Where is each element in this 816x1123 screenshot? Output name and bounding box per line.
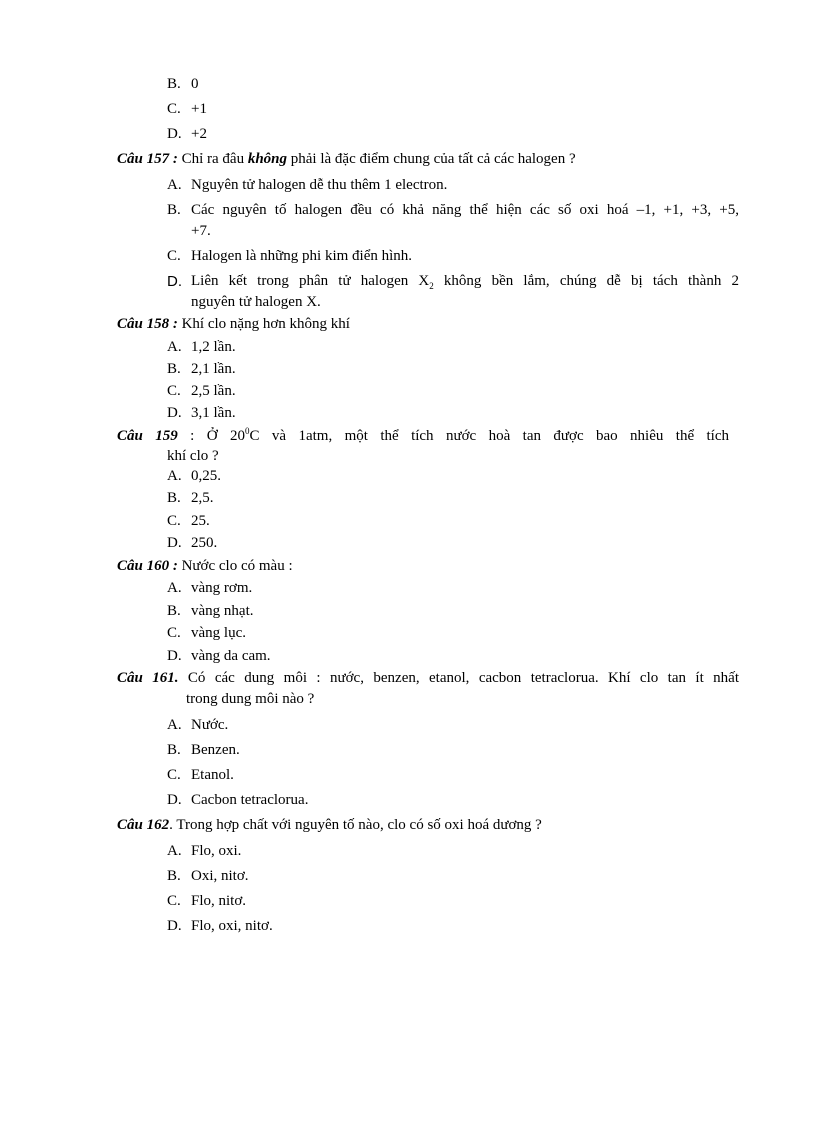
question-text: Có các dung môi : nước, benzen, etanol, cacbon tetraclorua. Khí clo tan ít nhất [178,670,739,686]
option-letter: C. [167,767,181,783]
option-text: vàng rơm. [191,580,253,596]
question-label: Câu 157 : [117,151,178,167]
question-text: . Trong hợp chất với nguyên tố nào, clo có số oxi hoá dương ? [169,817,542,833]
question-158 [117,314,739,335]
q157-option-a [167,175,739,196]
question-label: Câu 161. [117,670,179,686]
question-text: Chỉ ra đâu [177,151,248,167]
option-letter: D. [167,792,182,808]
option-letter: C. [167,625,181,641]
option-letter: D. [167,405,182,421]
question-160 [117,556,739,577]
option-text: 1,2 lần. [191,339,236,355]
q162-option-d [167,916,739,937]
q158-option-b [167,359,739,380]
question-text-continued: khí clo ? [167,448,219,464]
option-letter: B. [167,868,181,884]
question-162 [117,815,739,836]
option-text: +1 [191,101,207,117]
option-letter: A. [167,468,182,484]
q157-option-b [167,200,739,242]
question-line [117,426,729,447]
option-letter: A. [167,717,182,733]
q162-option-b [167,866,739,887]
option-letter: C. [167,383,181,399]
option-text-continued: +7. [191,223,211,239]
q159-option-a [167,466,739,487]
option-text: 2,5 lần. [191,383,236,399]
question-157 [117,149,739,170]
question-text: Khí clo nặng hơn không khí [177,316,350,332]
option-text-part: Liên kết trong phân tử halogen X [191,273,430,289]
q162-option-c [167,891,739,912]
question-label: Câu 160 : [117,558,178,574]
option-text: vàng nhạt. [191,603,254,619]
question-text: : Ở 20 [177,428,245,444]
question-emphasis: không [247,151,288,167]
q161-option-d [167,790,739,811]
q159-option-b [167,488,739,509]
q161-option-c [167,765,739,786]
superscript: 0 [244,426,250,436]
question-text-continued: trong dung môi nào ? [186,691,315,707]
option-letter: A. [167,177,182,193]
option-letter: C. [167,101,181,117]
option-letter: C. [167,893,181,909]
option-text: Flo, oxi, nitơ. [191,918,273,934]
option-letter: B. [167,202,181,218]
option-letter: D. [167,918,182,934]
question-line [117,668,739,689]
q158-option-d [167,403,739,424]
question-text: phải là đặc điểm chung của tất cả các halogen ? [287,151,576,167]
prev-option-c [167,99,739,120]
option-text: vàng lục. [191,625,246,641]
option-text: +2 [191,126,207,142]
option-letter: D. [167,126,182,142]
option-text: Cacbon tetraclorua. [191,792,309,808]
option-text: 2,5. [191,490,214,506]
q160-option-b [167,601,739,622]
option-letter: C. [167,513,181,529]
option-text-part: không bền lắm, chúng dễ bị tách thành 2 [433,273,739,289]
option-text: Etanol. [191,767,234,783]
option-text: Nước. [191,717,229,733]
prev-option-b [167,74,739,95]
option-letter: D. [167,535,182,551]
option-letter: A. [167,339,182,355]
q161-option-b [167,740,739,761]
option-letter: C. [167,248,181,264]
question-text: Nước clo có màu : [177,558,293,574]
option-text: 2,1 lần. [191,361,236,377]
q161-option-a [167,715,739,736]
question-label: Câu 158 : [117,316,178,332]
option-text: 25. [191,513,210,529]
option-letter: B. [167,361,181,377]
question-159 [117,426,729,465]
prev-option-d [167,124,739,145]
option-text [191,271,739,292]
question-label: Câu 162 [117,817,170,833]
option-text: Benzen. [191,742,240,758]
option-letter: B. [167,603,181,619]
question-label: Câu 159 [117,428,178,444]
q157-option-d [167,271,739,313]
option-letter: B. [167,490,181,506]
option-letter: A. [167,843,182,859]
option-text: 0,25. [191,468,221,484]
option-text: 250. [191,535,218,551]
q160-option-d [167,646,739,667]
question-text: C và 1atm, một thể tích nước hoà tan được bao nhiêu thể tích [249,428,730,444]
option-text: Các nguyên tố halogen đều có khả năng thể hiện các số oxi hoá –1, +1, +3, +5, [191,202,739,218]
option-text: Flo, nitơ. [191,893,247,909]
q162-option-a [167,841,739,862]
option-text: Halogen là những phi kim điển hình. [191,248,413,264]
option-letter: B. [167,76,181,92]
option-text: Oxi, nitơ. [191,868,249,884]
option-text: Nguyên tử halogen dễ thu thêm 1 electron. [191,177,448,193]
q158-option-c [167,381,739,402]
q160-option-c [167,623,739,644]
option-letter: D. [167,273,182,290]
q160-option-a [167,578,739,599]
q158-option-a [167,337,739,358]
q159-option-d [167,533,739,554]
subscript: 2 [429,281,434,291]
option-letter: A. [167,580,182,596]
option-text-continued: nguyên tử halogen X. [191,294,321,310]
option-text: 3,1 lần. [191,405,236,421]
option-letter: B. [167,742,181,758]
q157-option-c [167,246,739,267]
option-text: Flo, oxi. [191,843,242,859]
question-161 [117,668,739,709]
option-text: 0 [191,76,199,92]
option-text: vàng da cam. [191,648,271,664]
option-letter: D. [167,648,182,664]
q159-option-c [167,511,739,532]
